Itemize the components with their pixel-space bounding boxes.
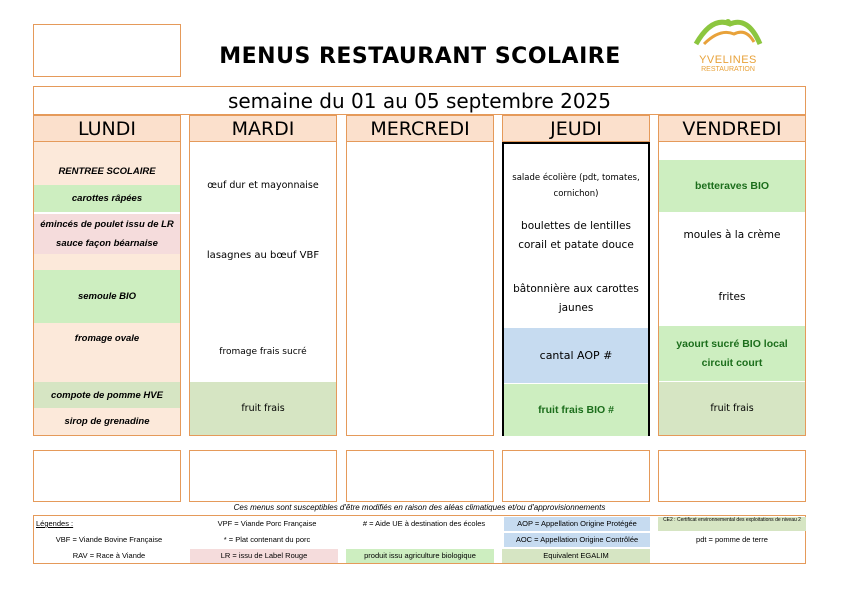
legend-aoc: AOC = Appellation Origine Contrôlée xyxy=(504,533,650,547)
week-banner: semaine du 01 au 05 septembre 2025 xyxy=(33,86,806,115)
legend-porc: * = Plat contenant du porc xyxy=(223,535,311,544)
legend-ce2: CE2 : Certificat environnemental des exploitations de niveau 2 xyxy=(658,517,806,531)
column-vendredi xyxy=(658,142,806,436)
menu-item: yaourt sucré BIO local circuit court xyxy=(659,326,805,381)
extra-row-mardi xyxy=(189,450,337,502)
column-lundi xyxy=(33,142,181,436)
legend-rav: RAV = Race à Viande xyxy=(72,551,146,560)
menu-spacer xyxy=(34,254,180,270)
day-header-vendredi: VENDREDI xyxy=(658,115,806,142)
menu-item: fruit frais BIO # xyxy=(504,384,648,436)
extra-row-vendredi xyxy=(658,450,806,502)
page-title: MENUS RESTAURANT SCOLAIRE xyxy=(219,44,621,69)
legend-egalim: Equivalent EGALIM xyxy=(502,549,650,563)
legend-pdt: pdt = pomme de terre xyxy=(696,535,768,544)
menu-item: semoule BIO xyxy=(34,270,180,323)
legend-vpf: VPF = Viande Porc Française xyxy=(217,519,317,528)
extra-row-jeudi xyxy=(502,450,650,502)
menu-item: boulettes de lentilles corail et patate douce xyxy=(518,220,634,251)
menu-item: œuf dur et mayonnaise xyxy=(207,179,319,191)
day-header-mardi: MARDI xyxy=(189,115,337,142)
logo-text-1: YVELINES xyxy=(699,54,757,66)
legend-title: Légendes : xyxy=(36,519,74,528)
menu-item: moules à la crème xyxy=(683,228,781,241)
day-header-jeudi: JEUDI xyxy=(502,115,650,142)
legend-vbf: VBF = Viande Bovine Française xyxy=(55,535,163,544)
menu-item: carottes râpées xyxy=(34,185,180,212)
disclaimer-note: Ces menus sont susceptibles d'être modifiés en raison des aléas climatiques et/ou d'approvisionnements xyxy=(233,503,606,512)
menu-item: bâtonnière aux carottes jaunes xyxy=(513,283,639,314)
logo-icon xyxy=(690,14,766,50)
menu-item: fruit frais xyxy=(659,382,805,435)
menu-item: salade écolière (pdt, tomates, cornichon) xyxy=(512,173,640,199)
day-header-lundi: LUNDI xyxy=(33,115,181,142)
column-mardi xyxy=(189,142,337,436)
legend-lr: LR = issu de Label Rouge xyxy=(190,549,338,563)
menu-item: lasagnes au bœuf VBF xyxy=(206,249,320,261)
menu-item: betteraves BIO xyxy=(659,160,805,212)
menu-item: compote de pomme HVE xyxy=(34,382,180,408)
legend-bio: produit issu agriculture biologique xyxy=(346,549,494,563)
extra-row-mercredi xyxy=(346,450,494,502)
column-mercredi xyxy=(346,142,494,436)
column-jeudi xyxy=(502,142,650,436)
menu-item: fruit frais xyxy=(190,382,336,435)
logo xyxy=(690,14,766,76)
legend-aop: AOP = Appellation Origine Protégée xyxy=(504,517,650,531)
menu-item: cantal AOP # xyxy=(504,328,648,383)
logo-text-2: RESTAURATION xyxy=(701,66,755,73)
menu-item: émincés de poulet issu de LR sauce façon béarnaise xyxy=(34,214,180,254)
legend xyxy=(33,515,806,564)
menu-item: frites xyxy=(718,290,746,303)
menu-item: sirop de grenadine xyxy=(34,408,180,435)
legend-aide: # = Aide UE à destination des écoles xyxy=(362,519,486,528)
menu-item: fromage frais sucré xyxy=(219,346,307,357)
top-left-box xyxy=(33,24,181,77)
menu-item: RENTREE SCOLAIRE xyxy=(34,142,180,185)
menu-item: fromage ovale xyxy=(34,323,180,382)
extra-row-lundi xyxy=(33,450,181,502)
day-header-mercredi: MERCREDI xyxy=(346,115,494,142)
